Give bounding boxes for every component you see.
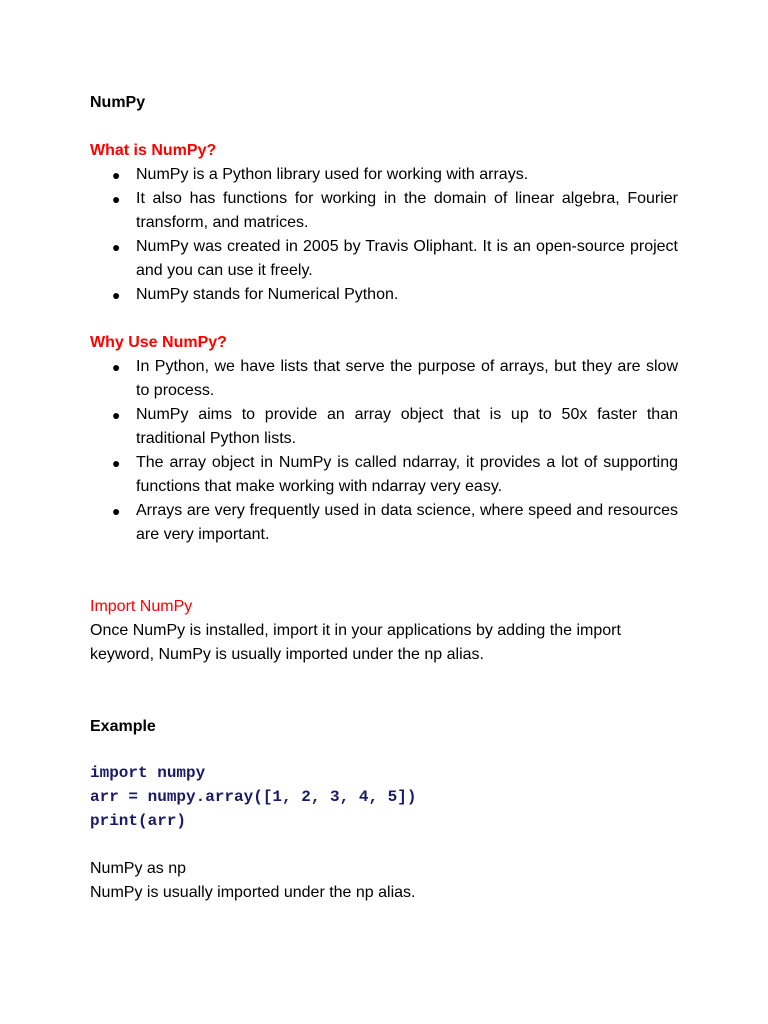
bullet-icon: ● [112,287,121,303]
bullet-icon: ● [112,407,121,423]
bullet-icon: ● [112,503,121,519]
list-item [90,163,678,187]
example-label: Example [90,718,156,735]
list-item [90,499,678,547]
list-item-text: In Python, we have lists that serve the purpose of arrays, but they are slow to process. [136,358,678,399]
list-item-text: NumPy was created in 2005 by Travis Oliphant. It is an open-source project and you can use it freely. [136,238,678,279]
list-item [90,451,678,499]
bullet-list-what-is-numpy [90,163,678,307]
code-line: arr = numpy.array([1, 2, 3, 4, 5]) [90,788,417,806]
list-item-text: Arrays are very frequently used in data science, where speed and resources are very important. [136,502,678,543]
alias-paragraph: NumPy is usually imported under the np alias. [90,884,416,901]
list-item-text: It also has functions for working in the domain of linear algebra, Fourier transform, and matrices. [136,190,678,231]
section-heading-what-is-numpy: What is NumPy? [90,142,217,159]
list-item-text: NumPy stands for Numerical Python. [136,286,399,303]
import-paragraph: Once NumPy is installed, import it in your applications by adding the import keyword, NumPy is usually imported under the np alias. [90,622,621,663]
list-item [90,235,678,283]
list-item [90,355,678,403]
bullet-icon: ● [112,167,121,183]
code-line: import numpy [90,764,206,782]
bullet-icon: ● [112,359,121,375]
section-heading-import-numpy: Import NumPy [90,598,193,615]
list-item-text: NumPy aims to provide an array object that is up to 50x faster than traditional Python lists. [136,406,678,447]
section-heading-why-use-numpy: Why Use NumPy? [90,334,227,351]
code-line: print(arr) [90,812,187,830]
bullet-icon: ● [112,455,121,471]
list-item [90,403,678,451]
list-item-text: NumPy is a Python library used for working with arrays. [136,166,529,183]
document-title: NumPy [90,94,146,111]
bullet-list-why-use-numpy [90,355,678,547]
list-item [90,283,678,307]
bullet-icon: ● [112,239,121,255]
list-item [90,187,678,235]
bullet-icon: ● [112,191,121,207]
alias-heading: NumPy as np [90,860,187,877]
list-item-text: The array object in NumPy is called ndarray, it provides a lot of supporting functions that make working with ndarray very easy. [136,454,678,495]
